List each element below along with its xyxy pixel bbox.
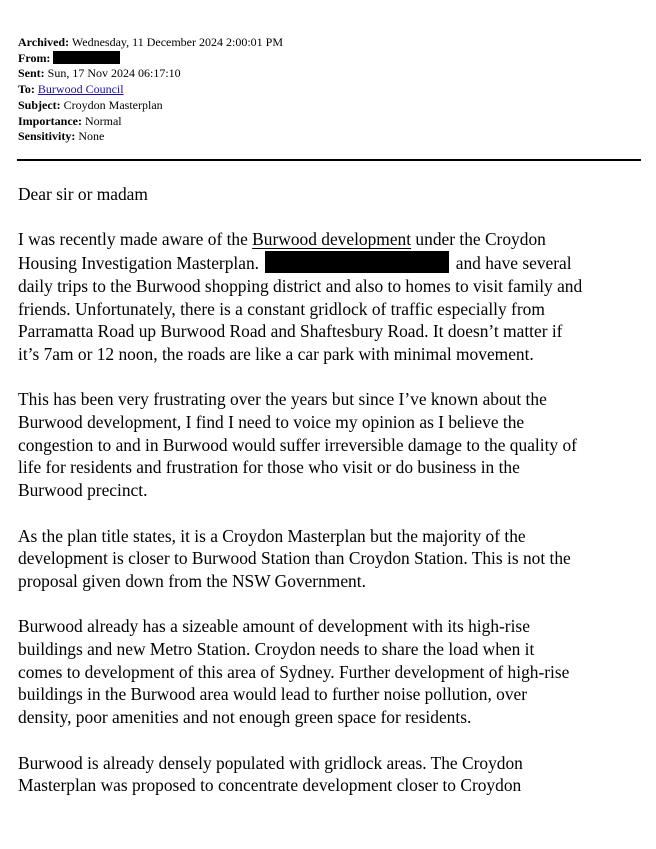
text-span: I was recently made aware of the	[18, 229, 253, 250]
archived-row	[18, 35, 638, 51]
to-row	[18, 82, 638, 98]
paragraph-line: friends. Unfortunately, there is a constant gridlock of traffic especially from	[18, 298, 545, 319]
email-body	[18, 183, 646, 820]
importance-value: Normal	[84, 113, 122, 128]
paragraph-3	[18, 525, 646, 593]
sensitivity-row	[18, 129, 638, 145]
from-row	[18, 51, 638, 67]
archived-label: Archived:	[18, 35, 70, 49]
header-divider	[17, 159, 641, 161]
redacted-text	[265, 251, 449, 273]
greeting: Dear sir or madam	[18, 184, 148, 204]
from-label: From:	[18, 50, 51, 65]
to-label: To:	[18, 82, 35, 97]
paragraph-line: Masterplan was proposed to concentrate development closer to Croydon	[18, 775, 522, 796]
paragraph-5	[18, 752, 646, 797]
paragraph-line: Burwood is already densely populated with gridlock areas. The Croydon	[18, 752, 523, 773]
paragraph-line: congestion to and in Burwood would suffer irreversible damage to the quality of	[18, 434, 577, 455]
sent-value: Sun, 17 Nov 2024 06:17:10	[47, 66, 181, 81]
sent-row	[18, 66, 638, 82]
paragraph-line: As the plan title states, it is a Croydon Masterplan but the majority of the	[18, 525, 526, 546]
paragraph-line: development is closer to Burwood Station than Croydon Station. This is not the	[18, 548, 571, 569]
paragraph-line: it’s 7am or 12 noon, the roads are like a car park with minimal movement.	[18, 343, 534, 364]
subject-value: Croydon Masterplan	[63, 97, 163, 112]
paragraph-line: Parramatta Road up Burwood Road and Shaftesbury Road. It doesn’t matter if	[18, 321, 563, 342]
paragraph-1	[18, 228, 646, 365]
paragraph-line: daily trips to the Burwood shopping district and also to homes to visit family and	[18, 275, 583, 296]
sensitivity-label: Sensitivity:	[18, 129, 76, 144]
paragraph-line: buildings and new Metro Station. Croydon needs to share the load when it	[18, 639, 535, 659]
paragraph-line: proposal given down from the NSW Government.	[18, 570, 366, 591]
paragraph-line: comes to development of this area of Sydney. Further development of high-rise	[18, 661, 570, 682]
importance-row	[18, 114, 638, 130]
sensitivity-value: None	[78, 129, 105, 144]
paragraph-2	[18, 388, 646, 502]
to-recipient-link[interactable]: Burwood Council	[37, 82, 124, 97]
paragraph-line: life for residents and frustration for those who visit or do business in the	[18, 457, 520, 478]
paragraph-line	[18, 253, 572, 273]
text-span: and have several	[455, 253, 572, 274]
paragraph-line: Burwood already has a sizeable amount of development with its high-rise	[18, 616, 530, 637]
archived-value: Wednesday, 11 December 2024 2:00:01 PM	[71, 35, 284, 49]
paragraph-line: Burwood precinct.	[18, 480, 148, 501]
text-span: Housing Investigation Masterplan.	[18, 253, 260, 274]
paragraph-line: Burwood development, I find I need to voice my opinion as I believe the	[18, 412, 525, 432]
sent-label: Sent:	[18, 66, 45, 81]
paragraph-line: This has been very frustrating over the years but since I’ve known about the	[18, 389, 547, 410]
importance-label: Importance:	[18, 113, 82, 128]
subject-row	[18, 98, 638, 114]
email-header	[18, 35, 638, 145]
paragraph-line: density, poor amenities and not enough green space for residents.	[18, 707, 472, 728]
subject-label: Subject:	[18, 97, 61, 112]
redacted-sender	[53, 51, 120, 64]
paragraph-line: buildings in the Burwood area would lead to further noise pollution, over	[18, 684, 528, 705]
text-span: under the Croydon	[411, 229, 546, 250]
paragraph-line	[18, 229, 546, 249]
paragraph-4	[18, 615, 646, 729]
underlined-text: Burwood development	[252, 229, 412, 250]
